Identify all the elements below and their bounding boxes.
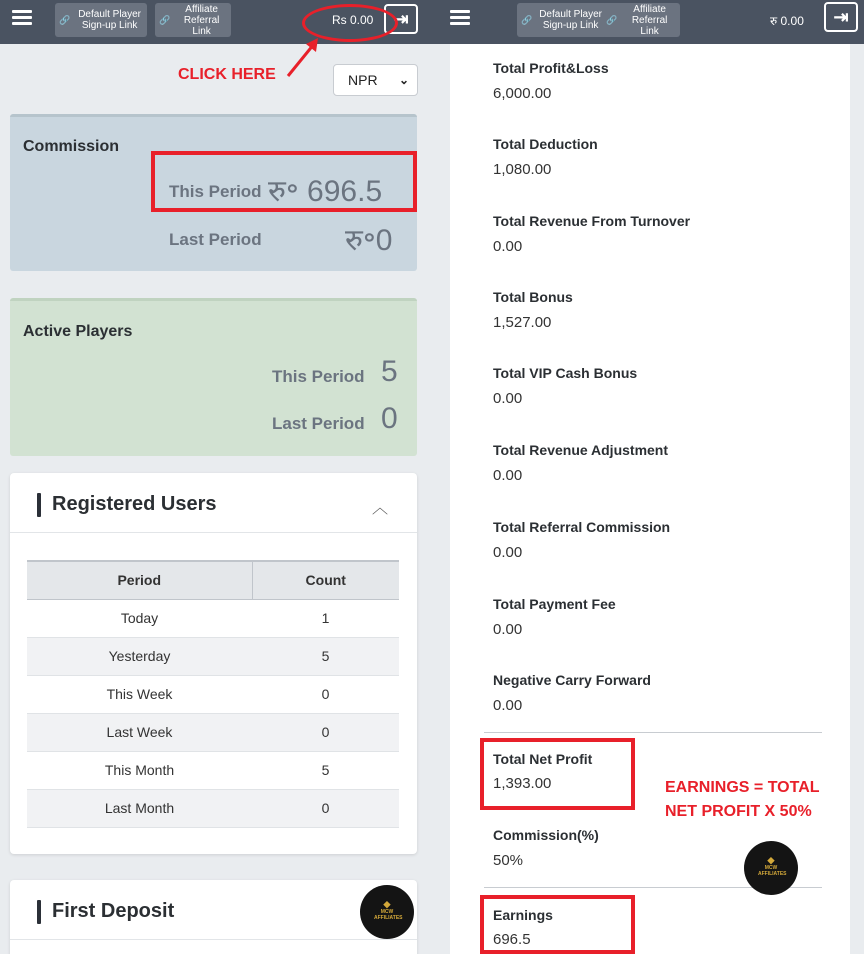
row-count: 5 xyxy=(252,751,399,789)
label-total-vip-cash-bonus: Total VIP Cash Bonus xyxy=(493,365,638,381)
label-total-bonus: Total Bonus xyxy=(493,289,573,305)
label-total-payment-fee: Total Payment Fee xyxy=(493,596,616,612)
table-row xyxy=(27,713,399,751)
players-last-period-value: 0 xyxy=(381,402,398,435)
table-row xyxy=(27,751,399,789)
value-commission-pct: 50% xyxy=(493,852,524,869)
row-period: This Week xyxy=(27,675,252,713)
commission-this-period-value: रु॰ 696.5 xyxy=(268,175,383,208)
annotation-line-1: EARNINGS = TOTAL xyxy=(665,779,820,796)
link-icon: 🔗 xyxy=(59,14,71,25)
table-row xyxy=(27,599,399,637)
affiliate-referral-link-button[interactable]: 🔗 Affiliate Referral Link xyxy=(602,3,680,37)
row-count: 0 xyxy=(252,675,399,713)
first-deposit-title: First Deposit xyxy=(52,900,175,922)
earnings-formula-annotation xyxy=(665,776,820,824)
players-last-period-label: Last Period xyxy=(272,414,365,433)
right-pane xyxy=(432,0,864,954)
commission-highlight-box xyxy=(151,151,417,212)
active-players-title: Active Players xyxy=(23,323,133,340)
value-total-profit-loss: 6,000.00 xyxy=(493,85,552,102)
link-icon: 🔗 xyxy=(159,14,171,25)
registered-users-header[interactable] xyxy=(10,473,417,533)
column-header-count[interactable]: Count xyxy=(252,561,399,599)
registered-users-title: Registered Users xyxy=(52,493,217,515)
value-total-payment-fee: 0.00 xyxy=(493,621,523,638)
link-icon: 🔗 xyxy=(521,14,533,25)
active-players-card xyxy=(10,298,417,456)
brand-logo-icon: ◆ MCW AFFILIATES xyxy=(758,855,787,877)
label-total-profit-loss: Total Profit&Loss xyxy=(493,60,609,76)
balance-display[interactable]: रु 0.00 xyxy=(770,14,804,28)
commission-last-period-label: Last Period xyxy=(169,230,262,249)
label-total-net-profit: Total Net Profit xyxy=(493,751,593,767)
row-period: Today xyxy=(27,599,252,637)
default-player-link-button[interactable]: 🔗 Default Player Sign-up Link xyxy=(517,3,607,37)
value-total-referral-commission: 0.00 xyxy=(493,544,523,561)
label-commission-pct: Commission(%) xyxy=(493,827,599,843)
value-total-revenue-turnover: 0.00 xyxy=(493,238,523,255)
default-player-link-button[interactable]: 🔗 Default Player Sign-up Link xyxy=(55,3,147,37)
row-count: 0 xyxy=(252,789,399,827)
first-deposit-panel xyxy=(10,880,417,954)
value-total-net-profit: 1,393.00 xyxy=(493,775,552,792)
brand-chat-button[interactable] xyxy=(360,885,414,939)
label-total-deduction: Total Deduction xyxy=(493,136,598,152)
table-row xyxy=(27,637,399,675)
label-total-referral-commission: Total Referral Commission xyxy=(493,519,671,535)
balance-display[interactable]: Rs 0.00 xyxy=(332,13,374,27)
click-here-annotation: CLICK HERE xyxy=(178,66,276,83)
hamburger-menu-icon[interactable] xyxy=(12,10,32,26)
players-this-period-label: This Period xyxy=(272,367,365,386)
logout-icon[interactable]: ⇥ xyxy=(384,4,418,34)
commission-this-period-label: This Period xyxy=(169,182,262,201)
brand-chat-button[interactable] xyxy=(744,841,798,895)
annotation-line-2: NET PROFIT X 50% xyxy=(665,803,812,820)
label-earnings: Earnings xyxy=(493,907,553,923)
row-count: 1 xyxy=(252,599,399,637)
row-period: Last Week xyxy=(27,713,252,751)
commission-title: Commission xyxy=(23,138,120,155)
column-header-period[interactable]: Period xyxy=(27,561,252,599)
value-total-deduction: 1,080.00 xyxy=(493,161,552,178)
commission-last-period-value: रु॰0 xyxy=(345,224,393,257)
net-profit-highlight-box xyxy=(480,738,635,810)
label-total-revenue-turnover: Total Revenue From Turnover xyxy=(493,213,691,229)
section-bar xyxy=(37,493,41,517)
registered-users-table xyxy=(27,560,399,828)
divider xyxy=(484,732,822,733)
row-count: 5 xyxy=(252,637,399,675)
value-earnings: 696.5 xyxy=(493,931,531,948)
brand-logo-icon: ◆ MCW AFFILIATES xyxy=(374,899,403,921)
top-bar-right xyxy=(432,0,864,44)
currency-select[interactable]: NPR ⌄ xyxy=(333,64,418,96)
first-deposit-header[interactable] xyxy=(10,880,417,940)
value-total-revenue-adjustment: 0.00 xyxy=(493,467,523,484)
annotation-arrow-icon xyxy=(284,34,324,80)
table-row xyxy=(27,789,399,827)
registered-users-panel xyxy=(10,473,417,854)
hamburger-menu-icon[interactable] xyxy=(450,10,470,26)
row-count: 0 xyxy=(252,713,399,751)
value-negative-carry-forward: 0.00 xyxy=(493,697,523,714)
players-this-period-value: 5 xyxy=(381,355,398,388)
value-total-bonus: 1,527.00 xyxy=(493,314,552,331)
row-period: Yesterday xyxy=(27,637,252,675)
label-total-revenue-adjustment: Total Revenue Adjustment xyxy=(493,442,669,458)
affiliate-referral-link-button[interactable]: 🔗 Affiliate Referral Link xyxy=(155,3,231,37)
logout-icon[interactable]: ⇥ xyxy=(824,2,858,32)
chevron-down-icon: ⌄ xyxy=(398,73,409,87)
table-row xyxy=(27,675,399,713)
link-icon: 🔗 xyxy=(606,14,618,25)
earnings-highlight-box xyxy=(480,895,635,954)
chevron-up-icon[interactable]: ︿ xyxy=(372,500,389,517)
value-total-vip-cash-bonus: 0.00 xyxy=(493,390,523,407)
section-bar xyxy=(37,900,41,924)
row-period: Last Month xyxy=(27,789,252,827)
label-negative-carry-forward: Negative Carry Forward xyxy=(493,672,651,688)
row-period: This Month xyxy=(27,751,252,789)
